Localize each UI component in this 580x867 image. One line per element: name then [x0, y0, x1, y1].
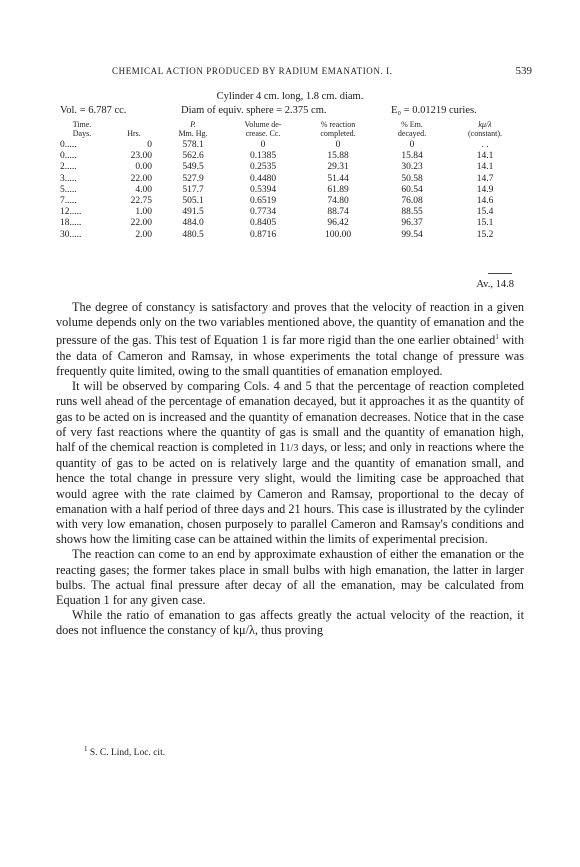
data-table: [56, 121, 522, 241]
table-cell: 7.....: [60, 196, 77, 207]
col-header-pressure-top: P.: [190, 120, 196, 129]
paragraph-2-text-b: days, or less; and only in reactions where the quantity of gas to be acted on is relatively large and the quantity of emanation small, and hence the total change in pressure very slight, would the limiting case be approached that would agree with the rate claimed by Cameron and Ramsay, proportional to the decay of emanation with a half period of three days and 21 hours. This case is illustrated by the cylinder with very low emanation, chosen purposely to parallel Cameron and Ramsay's conditions and shows how the limiting case can be attained within the limits of experimental precision.: [56, 439, 524, 547]
sphere-diameter-label: Diam of equiv. sphere = 2.375 cm.: [181, 105, 327, 116]
table-cell: 1.00: [135, 207, 152, 218]
table-cell: 60.54: [401, 184, 423, 195]
footnote-mark: 1: [84, 745, 88, 753]
table-cell: 5.....: [60, 184, 77, 195]
paragraph-1-text-b: with the data of Cameron and Ramsay, in whose experiments the total change of pressure was frequently quite limited, owing to the small quantities of emanation employed.: [56, 333, 524, 378]
table-cell: 0.....: [60, 151, 77, 162]
table-cell: 0.6519: [249, 196, 277, 207]
col-header-pressure: [160, 121, 226, 138]
table-header-row: [56, 121, 522, 138]
table-cell: 74.80: [327, 196, 349, 207]
col-header-reaction-bottom: completed.: [320, 128, 356, 138]
table-cell: 0: [147, 140, 152, 150]
table-cell: 0: [335, 140, 341, 150]
table-cell: 96.42: [327, 218, 349, 229]
table-row: [56, 207, 522, 218]
table-cell: 491.5: [182, 207, 204, 218]
table-cell: 76.08: [401, 196, 423, 207]
col-header-pressure-bottom: Mm. Hg.: [178, 128, 208, 138]
table-cell: 578.1: [182, 140, 204, 150]
table-cell: 480.5: [182, 229, 204, 240]
page-number: 539: [515, 65, 532, 77]
table-cell: 12.....: [60, 207, 82, 218]
table-cell: 0.7734: [249, 207, 277, 218]
table-cell: 96.37: [401, 218, 423, 229]
table-cell: 51.44: [327, 173, 349, 184]
table-cell: 517.7: [182, 184, 204, 195]
col-header-constant-bottom: (constant).: [468, 128, 502, 138]
table-cell: 61.89: [327, 184, 349, 195]
table-cell: 0.8405: [249, 218, 277, 229]
table-cell: 0.4480: [249, 173, 277, 184]
table-cell: 15.84: [401, 151, 423, 162]
col-header-emanation-bottom: decayed.: [397, 128, 427, 138]
table-cell: 2.00: [135, 229, 152, 240]
paragraph-2: [56, 379, 524, 547]
footnote-ref: 1: [495, 333, 499, 342]
table-cell: 88.55: [401, 207, 423, 218]
table-cell: 0: [409, 140, 415, 150]
initial-emanation-label: E₀ = 0.01219 curies.: [391, 105, 477, 116]
table-row: [56, 151, 522, 162]
table-row: [56, 230, 522, 241]
col-header-emanation: [376, 121, 448, 138]
table-row: [56, 185, 522, 196]
table-cell: 0.....: [60, 140, 77, 150]
table-row: [56, 218, 522, 229]
col-header-days-top: Time.: [72, 120, 92, 129]
paragraph-4: While the ratio of emanation to gas affects greatly the actual velocity of the reaction, it does not influence the constancy of kμ/λ, thus proving: [56, 608, 524, 638]
table-cell: 30.23: [401, 162, 423, 173]
table-cell: 14.1: [476, 151, 494, 162]
table-cell: 0: [260, 140, 266, 150]
table-cell: 527.9: [182, 173, 204, 184]
col-header-constant: [448, 121, 522, 138]
table-cell: 14.6: [476, 196, 494, 207]
table-cell: . .: [481, 140, 489, 150]
paragraph-1: [56, 300, 524, 379]
table-cell: 14.7: [476, 173, 494, 184]
table-cell: 3.....: [60, 173, 77, 184]
table-cell: 88.74: [327, 207, 349, 218]
col-header-volume: [226, 121, 300, 138]
col-header-reaction-top: % reaction: [320, 120, 356, 129]
table-cell: 15.2: [476, 229, 494, 240]
table-cell: 18.....: [60, 218, 82, 229]
table-cell: 0.1385: [249, 151, 277, 162]
col-header-emanation-top: % Em.: [401, 120, 423, 129]
col-header-constant-top: kμ/λ: [478, 120, 492, 129]
table-cell: 29.31: [327, 162, 349, 173]
table-row: [56, 174, 522, 185]
table-cell: 4.00: [135, 184, 152, 195]
col-header-days: [56, 121, 108, 138]
table-cell: 14.1: [476, 162, 494, 173]
table-cell: 30.....: [60, 229, 82, 240]
table-cell: 100.00: [324, 229, 352, 240]
paragraph-3: The reaction can come to an end by approximate exhaustion of either the emanation or the reacting gases; the former takes place in small bulbs with high emanation, the latter in larger bulbs. The actual final pressure after decay of all the emanation, may be calculated from Equation 1 for any given case.: [56, 547, 524, 607]
table-cell: 99.54: [401, 229, 423, 240]
running-title: CHEMICAL ACTION PRODUCED BY RADIUM EMANATION. I.: [112, 66, 393, 76]
table-cell: 22.75: [130, 196, 152, 207]
table-cell: 23.00: [130, 151, 152, 162]
table-cell: 2.....: [60, 162, 77, 173]
table-row: [56, 162, 522, 173]
table-cell: 0.00: [135, 162, 152, 173]
average-value: Av., 14.8: [476, 279, 514, 290]
body-text: [56, 300, 524, 639]
col-header-hours-bottom: Hrs.: [127, 128, 141, 138]
table-cell: 562.6: [182, 151, 204, 162]
table-cell: 549.5: [182, 162, 204, 173]
table-cell: 22.00: [130, 173, 152, 184]
table-row: [56, 196, 522, 207]
col-header-days-bottom: Days.: [72, 128, 92, 138]
col-header-hours: [108, 121, 160, 138]
paragraph-1-text-a: The degree of constancy is satisfactory and proves that the velocity of reaction in a given volume depends only on the two variables mentioned above, the quantity of emanation and the pressure of the gas. This test of Equation 1 is far more rigid than the one earlier obtained: [56, 300, 524, 348]
volume-label: Vol. = 6.787 cc.: [60, 105, 127, 116]
table-cell: 0.2535: [249, 162, 277, 173]
col-header-volume-top: Volume de-: [244, 120, 282, 129]
table-cell: 15.88: [327, 151, 349, 162]
page-header: [112, 66, 532, 80]
table-cell: 0.8716: [249, 229, 277, 240]
footnote-text: S. C. Lind, Loc. cit.: [87, 748, 166, 759]
table-cell: 0.5394: [249, 184, 277, 195]
table-cell: 484.0: [182, 218, 204, 229]
col-header-volume-bottom: crease. Cc.: [245, 128, 281, 138]
table-cell: 505.1: [182, 196, 204, 207]
table-cell: 50.58: [401, 173, 423, 184]
footnote: [84, 745, 165, 758]
table-row: [56, 138, 522, 151]
table-cell: 22.00: [130, 218, 152, 229]
table-cell: 14.9: [476, 184, 494, 195]
average-rule: [488, 273, 512, 274]
paragraph-2-text-a: It will be observed by comparing Cols. 4 and 5 that the percentage of reaction completed runs well ahead of the percentage of emanation decayed, but it approaches it as the quantity of gas to be acted on is increased and the quantity of emanation decreases. Notice that in the case of very fast reactions where the quantity of gas is small and the quantity of emanation high, half of the chemical reaction is completed in 1: [56, 379, 524, 454]
table-cell: 15.4: [476, 207, 494, 218]
table-cell: 15.1: [476, 218, 494, 229]
paragraph-2-fraction: 1/3: [285, 442, 299, 454]
table-caption-line1: Cylinder 4 cm. long, 1.8 cm. diam.: [216, 91, 364, 102]
col-header-reaction: [300, 121, 376, 138]
